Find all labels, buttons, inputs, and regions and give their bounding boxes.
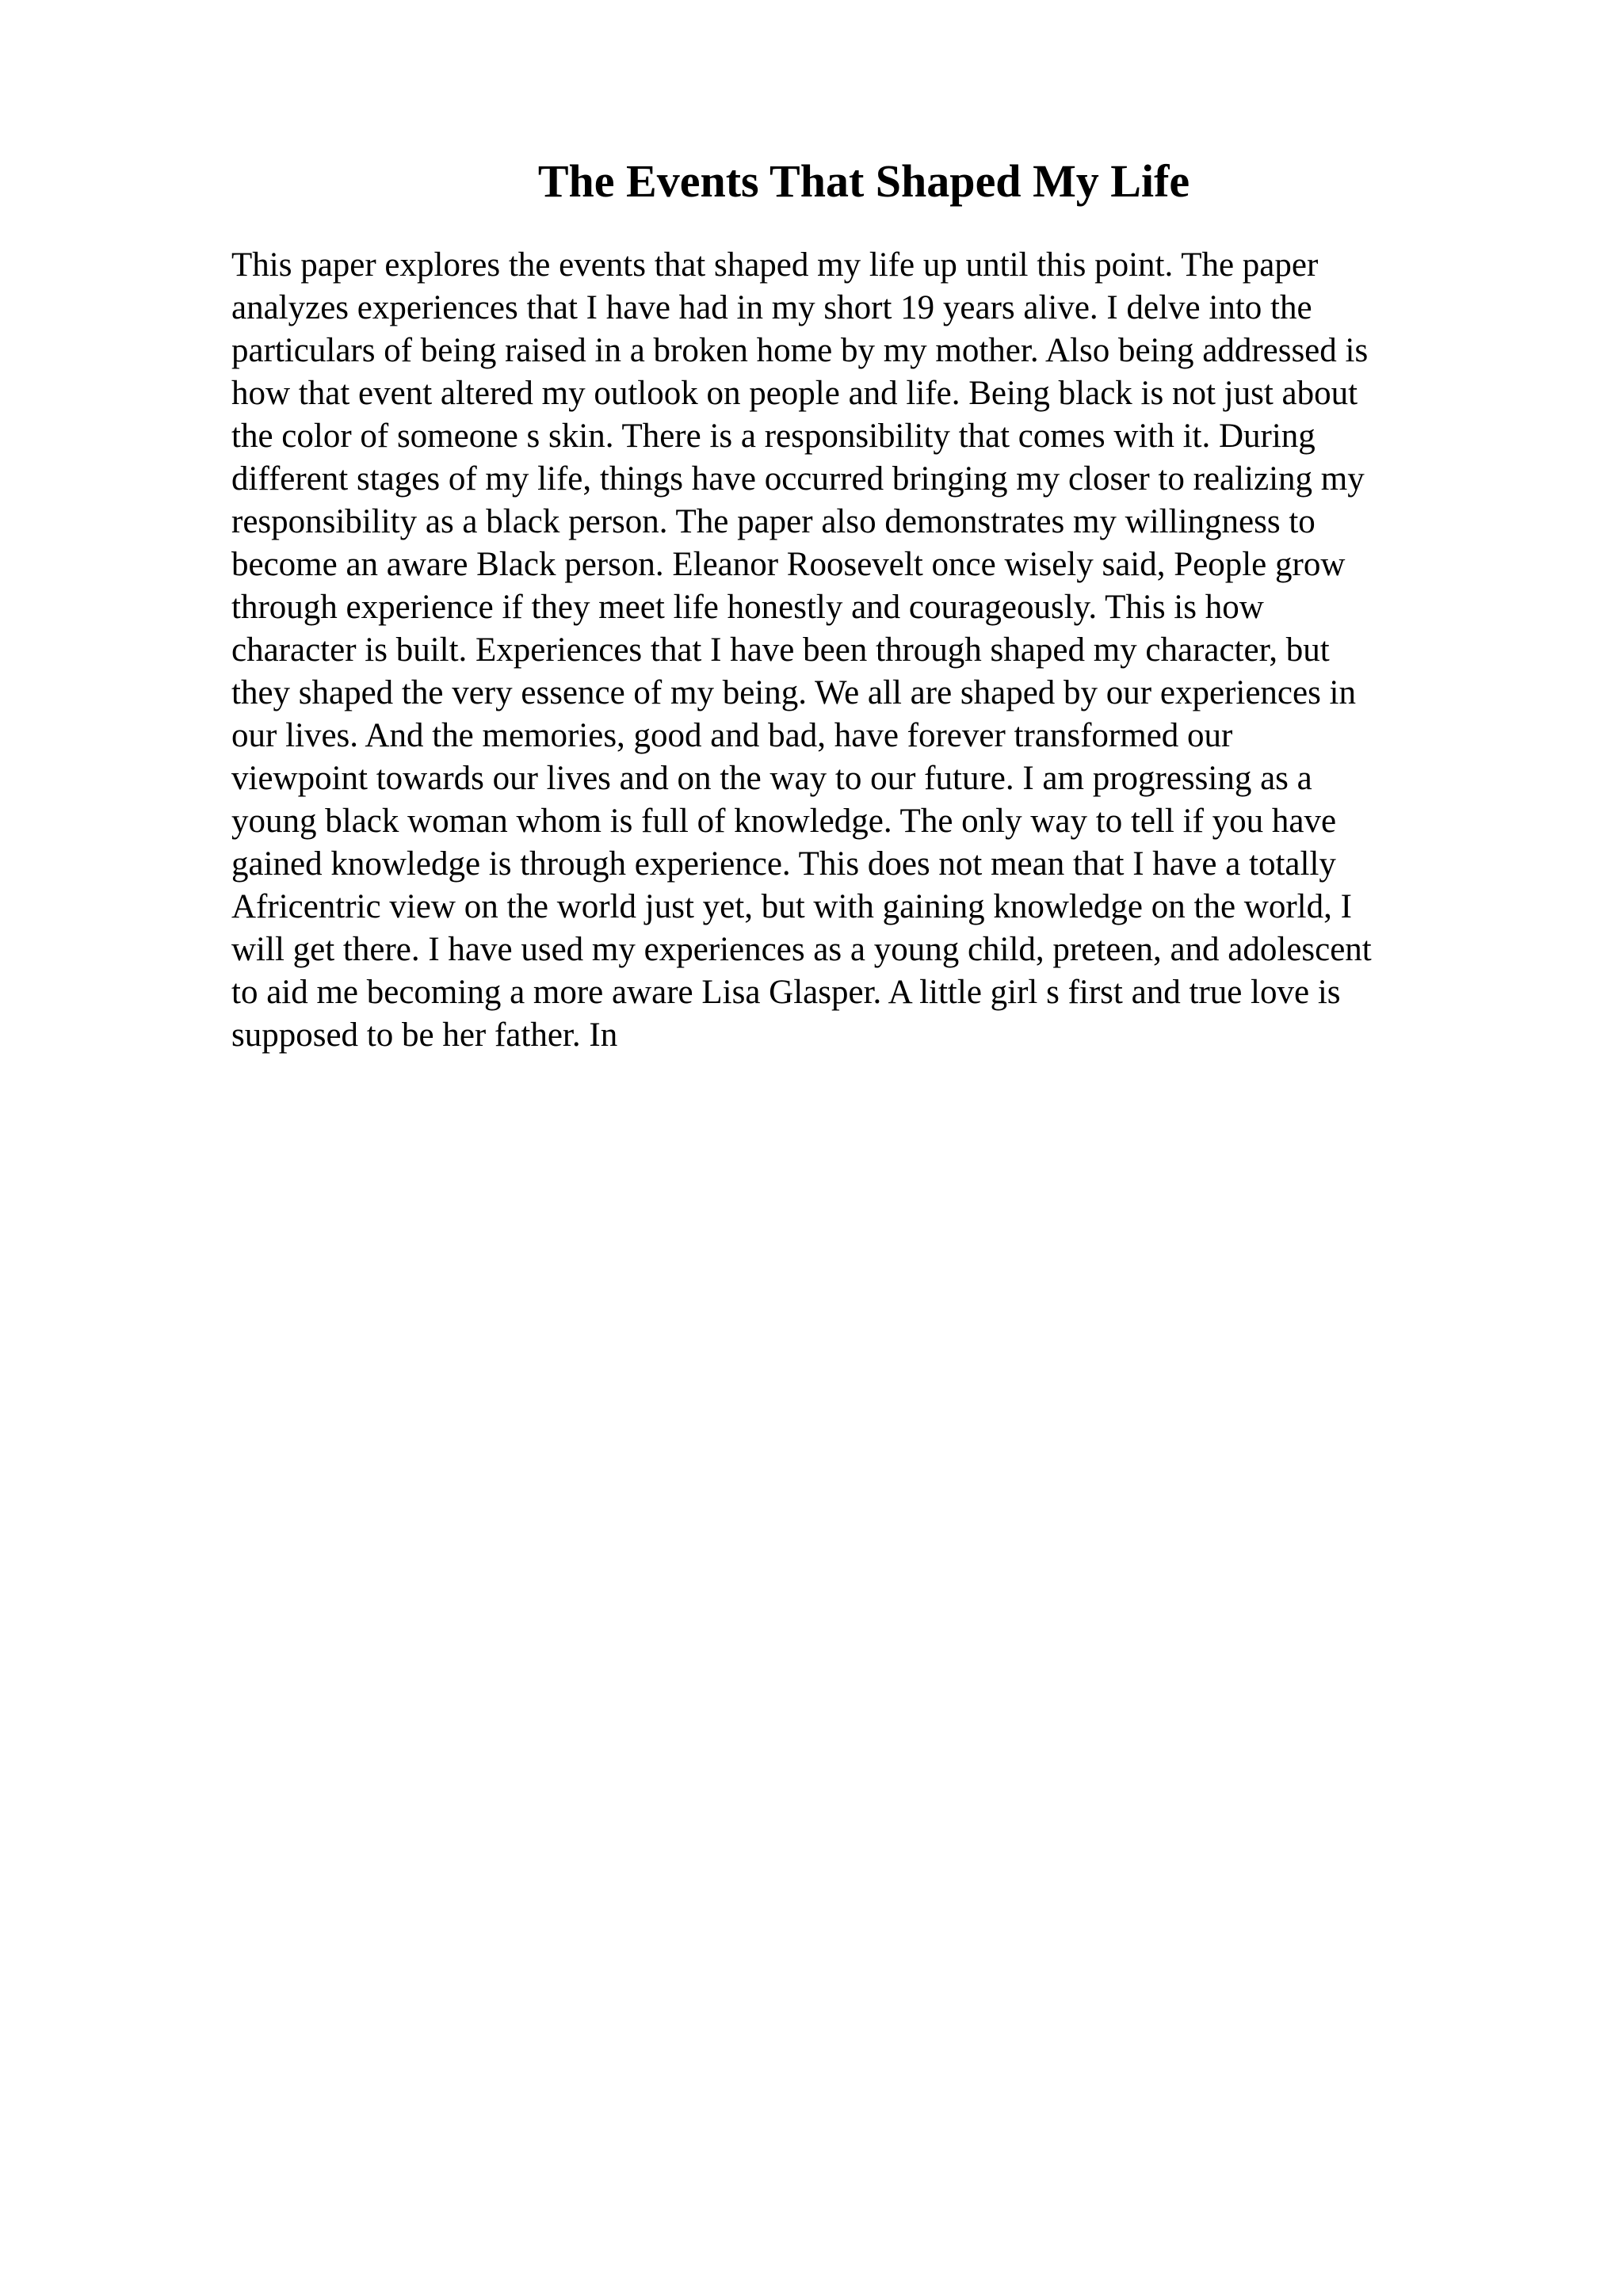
body-line: they shaped the very essence of my being. We all are shaped by our experiences in [231, 674, 1356, 711]
body-line: analyzes experiences that I have had in my short 19 years alive. I delve into the [231, 289, 1312, 326]
body-line: to aid me becoming a more aware Lisa Glasper. A little girl s first and true love is [231, 974, 1341, 1011]
body-line: our lives. And the memories, good and bad, have forever transformed our [231, 717, 1233, 754]
page-title: The Events That Shaped My Life [537, 155, 1190, 207]
body-line: become an aware Black person. Eleanor Roosevelt once wisely said, People grow [231, 546, 1346, 583]
body-line: the color of someone s skin. There is a responsibility that comes with it. During [231, 418, 1316, 455]
body-line: character is built. Experiences that I have been through shaped my character, but [231, 631, 1330, 669]
body-line: This paper explores the events that shaped my life up until this point. The paper [231, 246, 1319, 284]
body-paragraph [231, 244, 1372, 1057]
body-line: will get there. I have used my experiences as a young child, preteen, and adolescent [231, 931, 1372, 968]
body-line: particulars of being raised in a broken home by my mother. Also being addressed is [231, 332, 1369, 369]
body-line: viewpoint towards our lives and on the way to our future. I am progressing as a [231, 760, 1312, 797]
body-line: how that event altered my outlook on people and life. Being black is not just about [231, 375, 1358, 412]
body-line: gained knowledge is through experience. This does not mean that I have a totally [231, 845, 1336, 883]
body-line: different stages of my life, things have occurred bringing my closer to realizing my [231, 460, 1365, 498]
body-line: supposed to be her father. In [231, 1016, 618, 1054]
body-line: through experience if they meet life honestly and courageously. This is how [231, 589, 1264, 626]
body-line: young black woman whom is full of knowledge. The only way to tell if you have [231, 803, 1337, 840]
body-line: Africentric view on the world just yet, but with gaining knowledge on the world, I [231, 888, 1352, 925]
body-line: responsibility as a black person. The paper also demonstrates my willingness to [231, 503, 1316, 540]
